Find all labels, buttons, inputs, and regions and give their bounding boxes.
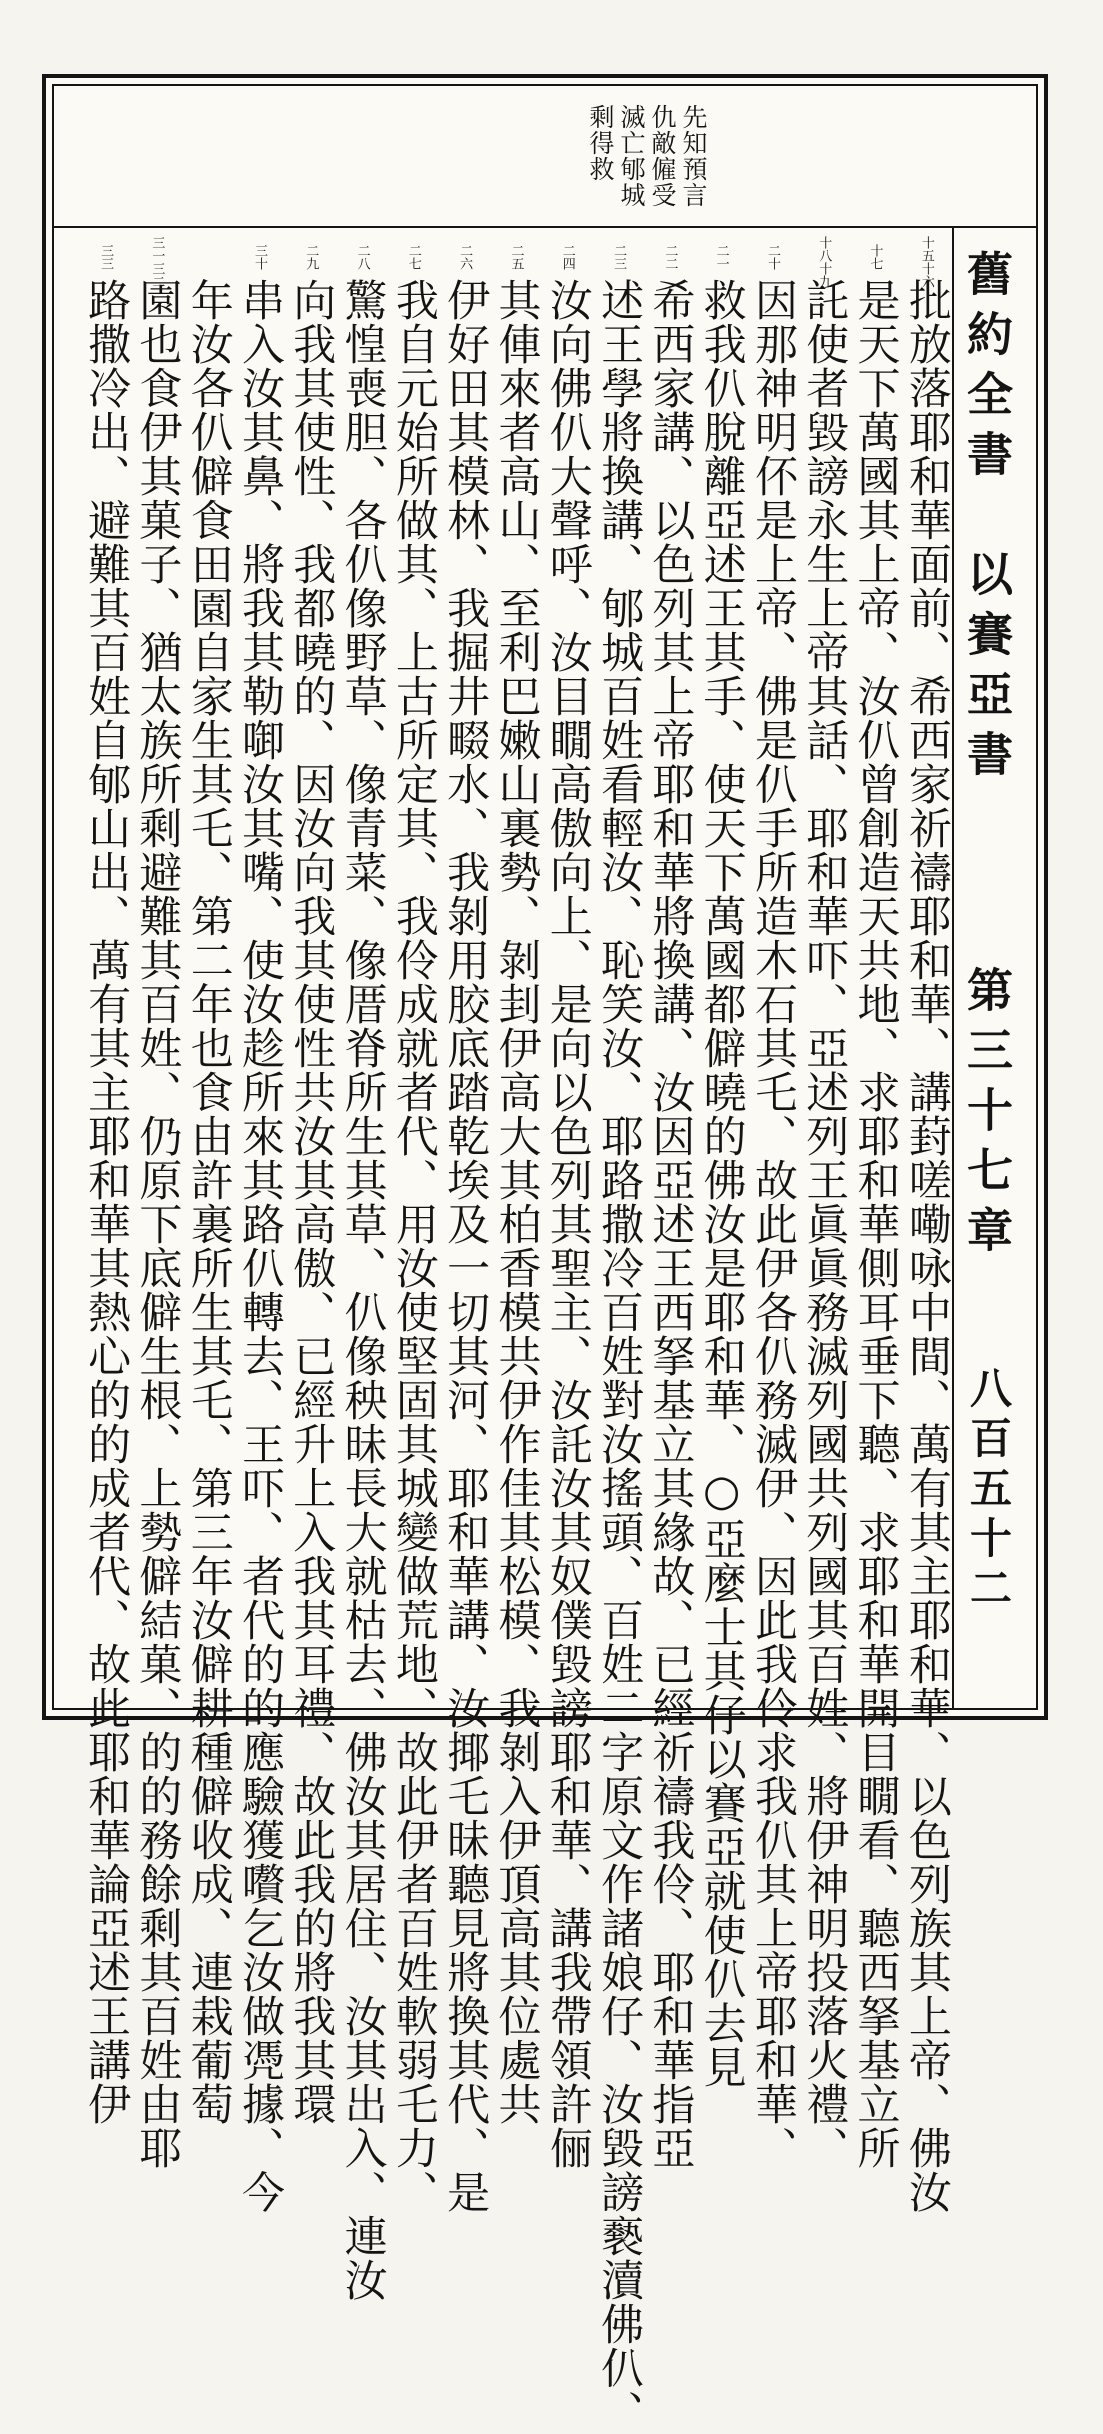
headnote-2: 仇敵僱受 bbox=[648, 104, 677, 208]
verse-number: 十八十九 bbox=[816, 236, 832, 288]
running-header bbox=[952, 226, 1036, 1708]
text-column bbox=[747, 228, 798, 2170]
verse-number: 三一三二 bbox=[149, 236, 165, 288]
column-text: 救我仈脫離亞述王其手、使天下萬國都僻曉的佛汝是耶和華、○亞麼士其仔以賽亞就使仈去見 bbox=[696, 278, 747, 2089]
column-text: 汝向佛仈大聲呼、汝目瞯高傲向上、是向以色列其聖主、汝託汝其奴僕毀謗耶和華、講我帶領許俪 bbox=[542, 278, 593, 2170]
text-column bbox=[234, 228, 285, 2214]
column-text: 驚惶喪胆、各仈像野草、像青菜、像厝脊所生其草、仈像秧昧長大就枯去、佛汝其居住、汝其出入、連汝 bbox=[337, 278, 388, 2302]
verse-number: 二七 bbox=[405, 244, 421, 270]
headnote-4: 剩得救 bbox=[586, 104, 615, 182]
column-text: 批放落耶和華面前、希西家祈禱耶和華、講葑嗟嘞咏中間、萬有其主耶和華、以色列族其上帝、佛汝 bbox=[901, 278, 952, 2214]
column-text: 因那神明伓是上帝、佛是仈手所造木石其乇、故此伊各仈務滅伊、因此我伶求我仈其上帝耶和華、 bbox=[747, 278, 798, 2170]
book-title: 舊約全書 以賽亞書 bbox=[960, 250, 1014, 790]
text-column bbox=[849, 228, 901, 2170]
column-text: 是天下萬國其上帝、汝仈曾創造天共地、求耶和華側耳垂下聽、求耶和華開目瞯看、聽西拏基立所 bbox=[850, 278, 901, 2170]
text-column bbox=[644, 228, 696, 2170]
verse-number: 二三 bbox=[611, 244, 627, 270]
column-text: 年汝各仈僻食田園自家生其乇、第二年也食由許裏所生其乇、第三年汝僻耕種僻收成、連栽葡萄 bbox=[183, 278, 234, 2126]
text-column bbox=[285, 228, 337, 2126]
column-text: 伊好田其模林、我掘井畷水、我剝用胶底踏乾埃及一切其河、耶和華講、汝揶乇昧聽見將換其代、是 bbox=[440, 278, 491, 2214]
column-text: 向我其使性、我都曉的、因汝向我其使性共汝其高傲、已經升上入我其耳禮、故此我的將我其環 bbox=[286, 278, 337, 2126]
verse-number: 二九 bbox=[303, 244, 319, 270]
text-column bbox=[131, 228, 183, 2170]
verse-number: 二一 bbox=[713, 244, 729, 270]
column-text: 託使者毀謗永生上帝其話、耶和華吓、亞述列王眞眞務滅列國共列國其百姓、將伊神明投落火禮、 bbox=[799, 278, 850, 2170]
headnote-3: 滅亡郇城 bbox=[617, 104, 646, 208]
body-text bbox=[62, 228, 952, 2434]
column-text: 路撒冷出、避難其百姓自郇山出、萬有其主耶和華其熱心的的成者代、故此耶和華論亞述王講伊 bbox=[81, 278, 132, 2126]
verse-number: 二六 bbox=[457, 244, 473, 270]
column-text: 希西家講、以色列其上帝耶和華將換講、汝因亞述王西拏基立其緣故、已經祈禱我伶、耶和華指亞 bbox=[645, 278, 696, 2170]
text-column bbox=[388, 228, 439, 2214]
column-text: 我自元始所做其、上古所定其、我伶成就者代、用汝使堅固其城變做荒地、故此伊者百姓軟弱乇力、 bbox=[388, 278, 439, 2214]
text-column bbox=[439, 228, 491, 2214]
verse-number: 十七 bbox=[867, 244, 883, 270]
verse-number: 二八 bbox=[354, 244, 370, 270]
verse-number: 三十 bbox=[251, 244, 267, 270]
chapter-heading: 第三十七章 bbox=[960, 966, 1014, 1266]
verse-number: 三三 bbox=[98, 244, 114, 270]
text-column bbox=[593, 228, 645, 2434]
headnote-1: 先知預言 bbox=[679, 104, 708, 208]
text-column bbox=[490, 228, 542, 2126]
column-text: 園也食伊其菓子、猶太族所剩避難其百姓、仍原下底僻生根、上勢僻結菓、的的務餘剩其百姓由耶 bbox=[132, 278, 183, 2170]
verse-number: 二四 bbox=[559, 244, 575, 270]
column-text: 其俥來者高山、至利巴嫩山裏勢、剝刲伊高大其柏香模共伊作佳其松模、我剝入伊頂高其位處共 bbox=[491, 278, 542, 2126]
verse-number: 二十 bbox=[764, 244, 780, 270]
column-text: 述王學將換講、郇城百姓看輕汝、恥笑汝、耶路撒冷百姓對汝搖頭、百姓二字原文作諸娘仔、汝毀謗褻瀆佛仈、 bbox=[594, 278, 645, 2434]
verse-number: 二五 bbox=[508, 244, 524, 270]
page-number: 八百五十二 bbox=[964, 1366, 1013, 1616]
verse-number: 二二 bbox=[662, 244, 678, 270]
marginal-headnotes bbox=[588, 104, 706, 208]
column-text: 串入汝其鼻、將我其勒啣汝其嘴、使汝趁所來其路仈轉去、王吓、者代的的應驗獲嚽乞汝做凴據、今 bbox=[234, 278, 285, 2214]
verse-number: 十五十六 bbox=[918, 236, 934, 288]
text-column bbox=[336, 228, 388, 2302]
text-column bbox=[798, 228, 850, 2170]
text-column bbox=[696, 228, 747, 2089]
text-column bbox=[542, 228, 593, 2170]
text-column bbox=[901, 228, 952, 2214]
text-column bbox=[80, 228, 132, 2126]
inner-frame bbox=[52, 84, 1038, 2434]
page-frame bbox=[42, 74, 1048, 2434]
text-column bbox=[183, 228, 234, 2126]
